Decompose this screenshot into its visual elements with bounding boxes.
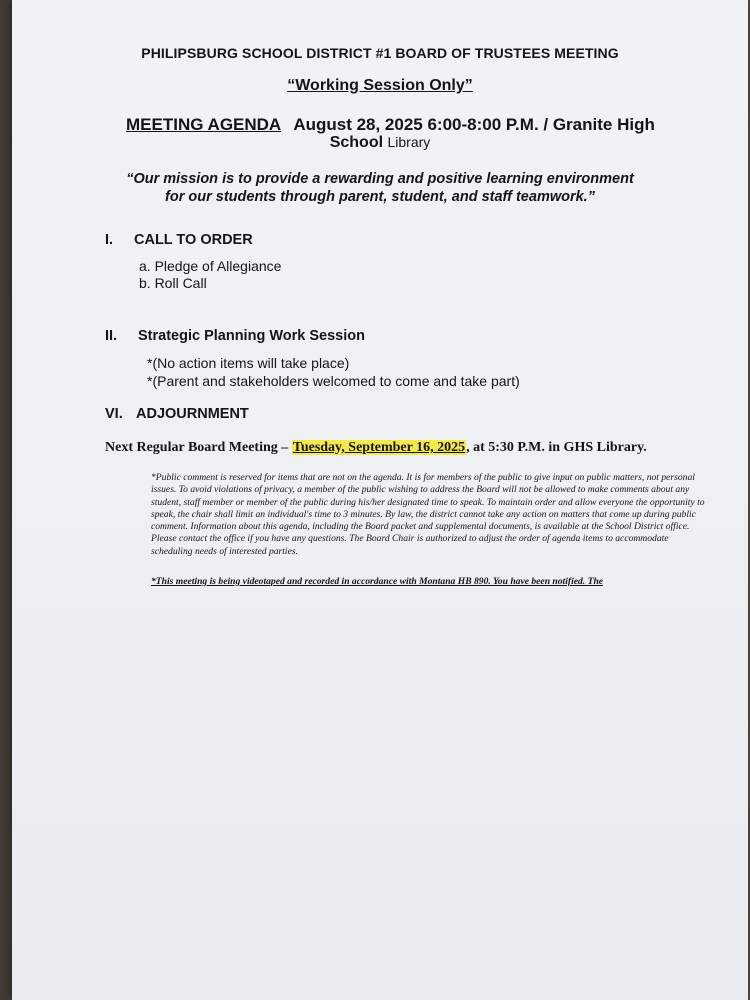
next-meeting-suffix: , at 5:30 P.M. in GHS Library. (466, 440, 647, 455)
section-number: I. (105, 232, 114, 248)
section-title: CALL TO ORDER (134, 232, 253, 248)
agenda-details: August 28, 2025 6:00-8:00 P.M. / Granite High (293, 115, 655, 134)
agenda-heading (126, 115, 655, 135)
mission-line-2: for our students through parent, student, and staff teamwork.” (165, 189, 595, 205)
mission-statement (12, 170, 748, 206)
agenda-location (12, 134, 748, 152)
document-title: PHILIPSBURG SCHOOL DISTRICT #1 BOARD OF TRUSTEES MEETING (141, 45, 619, 61)
agenda-location-school: School (329, 134, 384, 151)
recording-notice: *This meeting is being videotaped and recorded in accordance with Montana HB 890. You have been notified. The (151, 576, 604, 587)
section-title: Strategic Planning Work Session (138, 328, 365, 344)
section-number: II. (105, 328, 118, 344)
agenda-location-library: Library (387, 134, 431, 150)
document-subtitle: “Working Session Only” (287, 77, 473, 94)
list-item: b. Roll Call (139, 275, 207, 291)
section-title: ADJOURNMENT (136, 406, 249, 422)
agenda-document (12, 0, 748, 1000)
list-item: *(No action items will take place) (147, 355, 350, 371)
next-meeting-prefix: Next Regular Board Meeting – (105, 440, 289, 455)
next-meeting (105, 440, 647, 456)
section-number: VI. (105, 406, 123, 422)
list-item: *(Parent and stakeholders welcomed to come and take part) (147, 373, 520, 389)
agenda-label: MEETING AGENDA (126, 115, 282, 134)
list-item: a. Pledge of Allegiance (139, 258, 282, 274)
next-meeting-date: Tuesday, September 16, 2025 (292, 440, 466, 455)
public-comment-notice: *Public comment is reserved for items that are not on the agenda. It is for members of the public to give input on public matters, not personal issues. To avoid violations of privacy, a member of the public wishing to address the Board will not be allowed to make comments about any student, staff member or member of the public during his/her designated time to speak. To maintain order and allow everyone the opportunity to speak, the chair shall limit an individual's time to 3 minutes. By law, the district cannot take any action on matters that come up during public comment. Information about this agenda, including the Board packet and supplemental documents, is available at the School District office. Please contact the office if you have any questions. The Board Chair is authorized to adjust the order of agenda items to accommodate scheduling needs of interested parties. (151, 472, 705, 557)
mission-line-1: “Our mission is to provide a rewarding and positive learning environment (126, 171, 634, 187)
